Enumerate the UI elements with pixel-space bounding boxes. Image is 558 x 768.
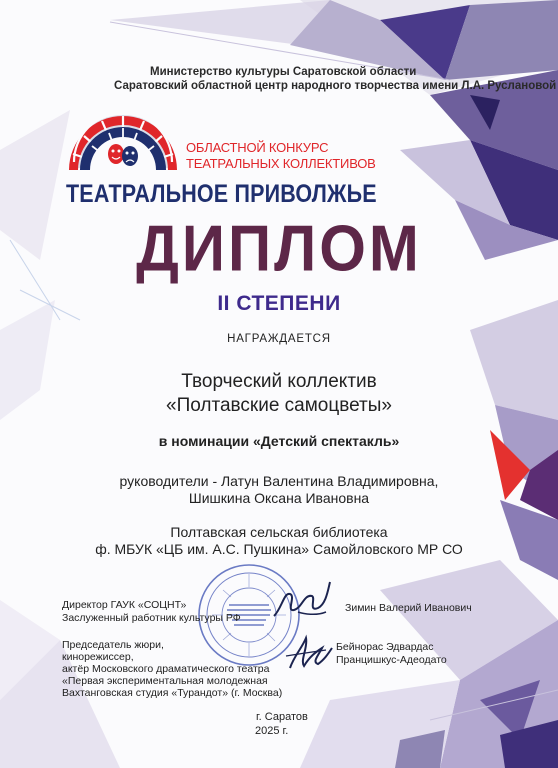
chair-signature: [282, 626, 336, 676]
leaders-line-2: Шишкина Оксана Ивановна: [188, 490, 370, 506]
theater-masks-logo-icon: [64, 98, 182, 184]
contest-line-1: ОБЛАСТНОЙ КОНКУРС: [186, 140, 329, 155]
chair-title-5: Вахтанговская студия «Турандот» (г. Москва): [62, 687, 283, 699]
director-signature: [268, 572, 338, 624]
organization-line-2: ф. МБУК «ЦБ им. А.С. Пушкина» Самойловского МР СО: [95, 541, 463, 557]
chair-name-2: Пранцишкус-Адеодато: [336, 654, 447, 666]
diploma-degree: II СТЕПЕНИ: [217, 292, 341, 315]
team-line-2: «Полтавские самоцветы»: [166, 395, 392, 416]
awarded-label: НАГРАЖДАЕТСЯ: [227, 333, 331, 345]
organization-line-1: Полтавская сельская библиотека: [170, 524, 388, 540]
center-title: Саратовский областной центр народного творчества имени Л.А. Руслановой: [114, 80, 557, 92]
nomination: в номинации «Детский спектакль»: [158, 433, 400, 449]
diploma-title: ДИПЛОМ: [136, 212, 422, 285]
festival-name: ТЕАТРАЛЬНОЕ ПРИВОЛЖЬЕ: [66, 180, 377, 208]
director-name: Зимин Валерий Иванович: [345, 602, 472, 614]
leaders-line-1: руководители - Латун Валентина Владимировна,: [119, 473, 439, 489]
ministry-title: Министерство культуры Саратовской области: [150, 66, 417, 78]
chair-title-2: кинорежиссер,: [62, 651, 134, 663]
chair-title-1: Председатель жюри,: [62, 639, 164, 651]
chair-title-3: актёр Московского драматического театра: [62, 663, 270, 675]
chair-name-1: Бейнорас Эдвардас: [336, 641, 434, 653]
contest-line-2: ТЕАТРАЛЬНЫХ КОЛЛЕКТИВОВ: [186, 156, 376, 171]
city: г. Саратов: [256, 711, 308, 723]
director-title-1: Директор ГАУК «СОЦНТ»: [62, 599, 187, 611]
year: 2025 г.: [255, 725, 289, 737]
chair-title-4: «Первая экспериментальная молодежная: [62, 675, 268, 687]
director-title-2: Заслуженный работник культуры РФ: [62, 612, 241, 624]
team-line-1: Творческий коллектив: [181, 371, 377, 392]
